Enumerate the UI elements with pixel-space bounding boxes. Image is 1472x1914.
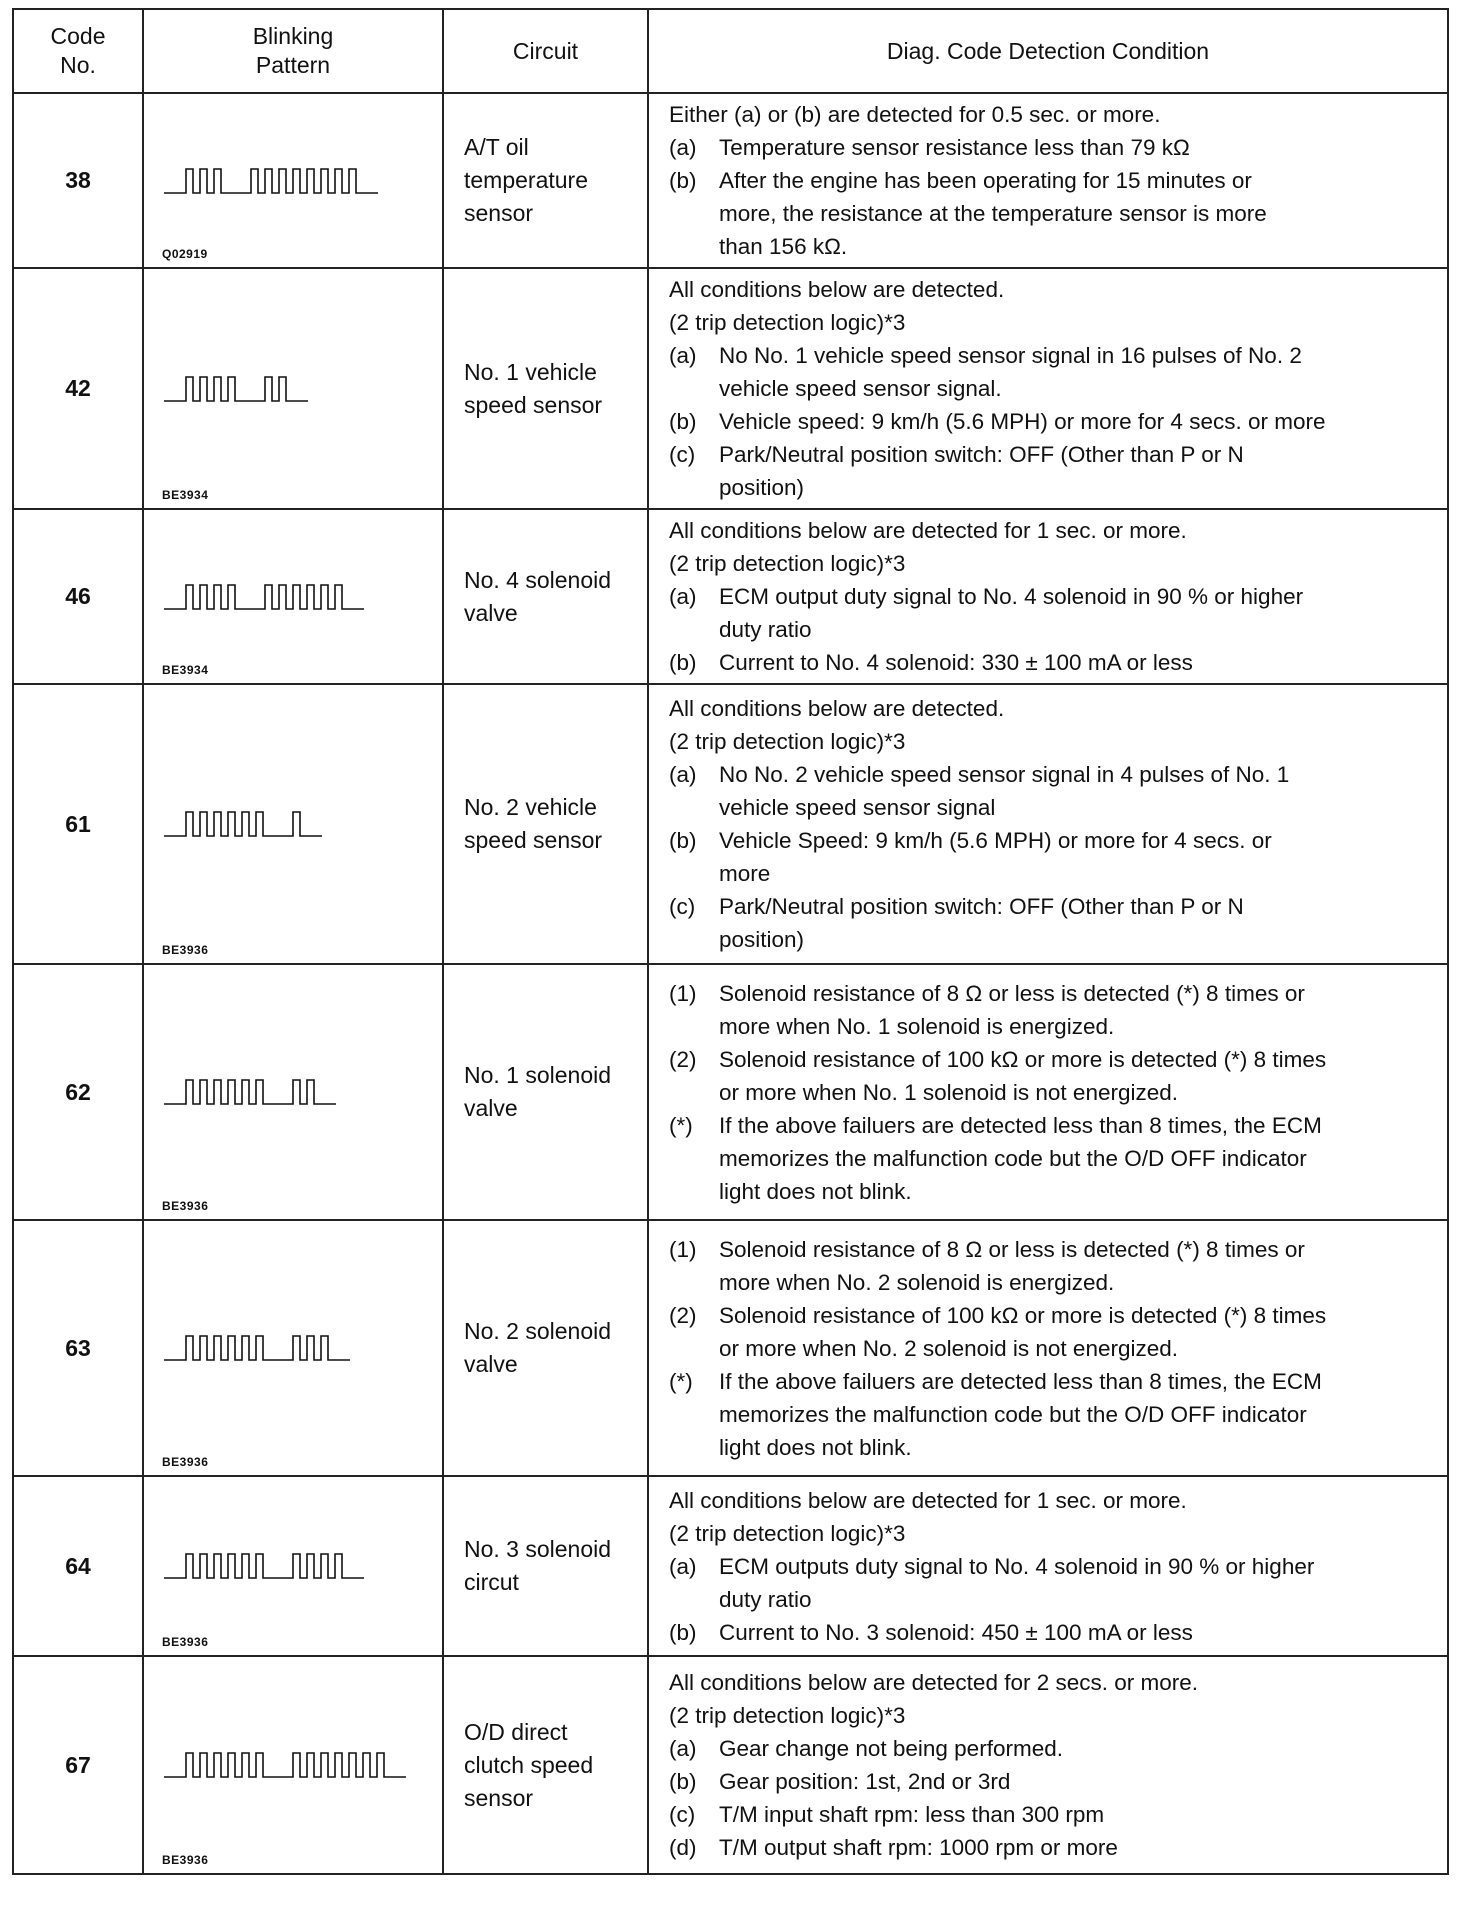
blinking-pattern — [143, 684, 443, 964]
diag-code-sheet — [12, 8, 1447, 1875]
header-blinking-pattern: Blinking Pattern — [143, 9, 443, 93]
condition-item — [669, 339, 1443, 405]
condition-marker: (b) — [669, 1769, 697, 1794]
header-condition: Diag. Code Detection Condition — [648, 9, 1448, 93]
code-number: 62 — [13, 964, 143, 1220]
code-number: 63 — [13, 1220, 143, 1476]
condition-marker: (a) — [669, 1553, 697, 1579]
blink-waveform-icon — [164, 581, 366, 613]
code-number: 67 — [13, 1656, 143, 1874]
condition-marker: (*) — [669, 1368, 693, 1394]
circuit-label: No. 2 vehicle speed sensor — [464, 794, 603, 853]
figure-ref: BE3936 — [162, 1853, 209, 1867]
condition-intro: All conditions below are detected for 1 sec. or more. — [669, 1487, 1187, 1513]
header-circuit: Circuit — [443, 9, 648, 93]
condition-text: If the above failuers are detected less than 8 times, the ECM memorizes the malfunction code but the O/D OFF indicator light does not blink. — [719, 1368, 1322, 1460]
blink-waveform-line — [164, 812, 322, 836]
condition-text: After the engine has been operating for 15 minutes or more, the resistance at the temperature sensor is more than 156 kΩ. — [719, 168, 1267, 259]
condition-item — [669, 1299, 1443, 1365]
condition-item — [669, 1798, 1443, 1831]
condition-text: No No. 2 vehicle speed sensor signal in 4 pulses of No. 1 vehicle speed sensor signal — [719, 762, 1290, 820]
condition-item — [669, 646, 1443, 679]
condition-intro: (2 trip detection logic)*3 — [669, 729, 906, 754]
condition-marker: (c) — [669, 442, 696, 467]
circuit-label: No. 4 solenoid valve — [464, 566, 612, 626]
condition-item — [669, 1831, 1443, 1864]
condition-text: Vehicle speed: 9 km/h (5.6 MPH) or more for 4 secs. or more — [719, 409, 1326, 434]
condition-text: Vehicle Speed: 9 km/h (5.6 MPH) or more for 4 secs. or more — [719, 828, 1272, 886]
detection-condition — [648, 1476, 1448, 1656]
detection-condition — [648, 1220, 1448, 1476]
blink-waveform-line — [164, 377, 308, 401]
condition-text: Current to No. 4 solenoid: 330 ± 100 mA or less — [719, 650, 1193, 675]
blink-waveform-line — [164, 1753, 406, 1777]
condition-marker: (1) — [669, 1236, 697, 1262]
condition-marker: (b) — [669, 828, 697, 853]
figure-ref: BE3936 — [162, 1635, 209, 1649]
blink-waveform-line — [164, 1336, 350, 1360]
circuit-name — [443, 268, 648, 509]
blink-waveform-icon — [164, 373, 310, 405]
condition-intro: All conditions below are detected for 1 sec. or more. — [669, 518, 1187, 543]
header-code-no: Code No. — [13, 9, 143, 93]
blink-waveform-icon — [164, 1076, 338, 1108]
table-row — [13, 684, 1448, 964]
diag-code-table — [12, 8, 1449, 1875]
blinking-pattern — [143, 1220, 443, 1476]
condition-text: Park/Neutral position switch: OFF (Other than P or N position) — [719, 894, 1244, 952]
table-row — [13, 964, 1448, 1220]
condition-marker: (a) — [669, 584, 697, 609]
table-header-row — [13, 9, 1448, 93]
circuit-label: No. 1 solenoid valve — [464, 1062, 612, 1121]
table-row — [13, 1476, 1448, 1656]
condition-item — [669, 580, 1443, 646]
condition-marker: (*) — [669, 1112, 693, 1138]
circuit-label: No. 3 solenoid circut — [464, 1536, 612, 1595]
condition-item — [669, 1765, 1443, 1798]
condition-marker: (d) — [669, 1835, 697, 1860]
condition-marker: (b) — [669, 1619, 697, 1645]
detection-condition — [648, 684, 1448, 964]
code-number: 38 — [13, 93, 143, 268]
condition-text: T/M output shaft rpm: 1000 rpm or more — [719, 1835, 1118, 1860]
condition-marker: (b) — [669, 409, 697, 434]
condition-text: Solenoid resistance of 100 kΩ or more is detected (*) 8 times or more when No. 2 solenoid is not energized. — [719, 1302, 1327, 1361]
condition-text: Solenoid resistance of 100 kΩ or more is detected (*) 8 times or more when No. 1 solenoid is not energized. — [719, 1046, 1327, 1105]
condition-item — [669, 1233, 1443, 1299]
blink-waveform-icon — [164, 1550, 366, 1582]
condition-text: No No. 1 vehicle speed sensor signal in 16 pulses of No. 2 vehicle speed sensor signal. — [719, 343, 1302, 401]
detection-condition — [648, 964, 1448, 1220]
detection-condition — [648, 93, 1448, 268]
condition-intro: (2 trip detection logic)*3 — [669, 1520, 906, 1546]
condition-item — [669, 405, 1443, 438]
condition-item — [669, 890, 1443, 956]
figure-ref: BE3936 — [162, 1199, 209, 1213]
condition-marker: (c) — [669, 1802, 696, 1827]
code-number: 42 — [13, 268, 143, 509]
condition-text: Gear change not being performed. — [719, 1736, 1063, 1761]
table-row — [13, 1656, 1448, 1874]
blinking-pattern — [143, 93, 443, 268]
code-number: 61 — [13, 684, 143, 964]
condition-intro: All conditions below are detected. — [669, 696, 1005, 721]
condition-text: Current to No. 3 solenoid: 450 ± 100 mA or less — [719, 1619, 1193, 1645]
blinking-pattern — [143, 964, 443, 1220]
condition-intro: All conditions below are detected for 2 secs. or more. — [669, 1670, 1199, 1695]
condition-text: Solenoid resistance of 8 Ω or less is detected (*) 8 times or more when No. 1 solenoid is energized. — [719, 980, 1305, 1039]
condition-marker: (1) — [669, 980, 697, 1006]
condition-intro: (2 trip detection logic)*3 — [669, 310, 906, 335]
blinking-pattern — [143, 1656, 443, 1874]
condition-intro: (2 trip detection logic)*3 — [669, 1703, 906, 1728]
condition-text: ECM outputs duty signal to No. 4 solenoid in 90 % or higher duty ratio — [719, 1553, 1315, 1612]
detection-condition — [648, 509, 1448, 684]
condition-item — [669, 1616, 1443, 1649]
condition-marker: (b) — [669, 168, 697, 193]
circuit-name — [443, 964, 648, 1220]
condition-item — [669, 1109, 1443, 1208]
condition-marker: (a) — [669, 343, 697, 368]
detection-condition — [648, 268, 1448, 509]
condition-marker: (a) — [669, 135, 697, 160]
condition-intro: All conditions below are detected. — [669, 277, 1005, 302]
condition-text: Gear position: 1st, 2nd or 3rd — [719, 1769, 1011, 1794]
condition-item — [669, 1732, 1443, 1765]
blinking-pattern — [143, 509, 443, 684]
code-number: 64 — [13, 1476, 143, 1656]
figure-ref: BE3934 — [162, 488, 209, 502]
circuit-label: No. 2 solenoid valve — [464, 1318, 612, 1377]
condition-marker: (2) — [669, 1046, 697, 1072]
circuit-name — [443, 684, 648, 964]
condition-text: T/M input shaft rpm: less than 300 rpm — [719, 1802, 1105, 1827]
condition-item — [669, 977, 1443, 1043]
blinking-pattern — [143, 1476, 443, 1656]
code-number: 46 — [13, 509, 143, 684]
blink-waveform-icon — [164, 1332, 352, 1364]
condition-marker: (c) — [669, 894, 696, 919]
figure-ref: BE3934 — [162, 663, 209, 677]
condition-text: Solenoid resistance of 8 Ω or less is detected (*) 8 times or more when No. 2 solenoid is energized. — [719, 1236, 1305, 1295]
table-row — [13, 1220, 1448, 1476]
blinking-pattern — [143, 268, 443, 509]
circuit-label: O/D direct clutch speed sensor — [464, 1718, 594, 1811]
blink-waveform-line — [164, 1080, 336, 1104]
condition-text: Park/Neutral position switch: OFF (Other than P or N position) — [719, 442, 1244, 500]
table-row — [13, 509, 1448, 684]
blink-waveform-line — [164, 1554, 364, 1578]
condition-marker: (a) — [669, 1736, 697, 1761]
circuit-name — [443, 93, 648, 268]
condition-intro: (2 trip detection logic)*3 — [669, 551, 906, 576]
condition-item — [669, 438, 1443, 504]
circuit-label: No. 1 vehicle speed sensor — [464, 358, 603, 418]
condition-item — [669, 164, 1443, 263]
blink-waveform-icon — [164, 1749, 408, 1781]
condition-item — [669, 131, 1443, 164]
circuit-name — [443, 1476, 648, 1656]
detection-condition — [648, 1656, 1448, 1874]
circuit-name — [443, 1656, 648, 1874]
condition-intro: Either (a) or (b) are detected for 0.5 sec. or more. — [669, 102, 1161, 127]
condition-marker: (b) — [669, 650, 697, 675]
blink-waveform-icon — [164, 808, 324, 840]
circuit-name — [443, 1220, 648, 1476]
condition-marker: (a) — [669, 762, 697, 787]
table-row — [13, 93, 1448, 268]
blink-waveform-line — [164, 169, 378, 193]
condition-text: Temperature sensor resistance less than 79 kΩ — [719, 135, 1190, 160]
condition-item — [669, 1043, 1443, 1109]
figure-ref: Q02919 — [162, 247, 208, 261]
condition-item — [669, 1365, 1443, 1464]
condition-text: ECM output duty signal to No. 4 solenoid in 90 % or higher duty ratio — [719, 584, 1304, 642]
figure-ref: BE3936 — [162, 1455, 209, 1469]
figure-ref: BE3936 — [162, 943, 209, 957]
condition-item — [669, 1550, 1443, 1616]
condition-text: If the above failuers are detected less than 8 times, the ECM memorizes the malfunction code but the O/D OFF indicator light does not blink. — [719, 1112, 1322, 1204]
table-row — [13, 268, 1448, 509]
blink-waveform-line — [164, 585, 364, 609]
condition-item — [669, 824, 1443, 890]
circuit-name — [443, 509, 648, 684]
condition-marker: (2) — [669, 1302, 697, 1328]
blink-waveform-icon — [164, 165, 380, 197]
condition-item — [669, 758, 1443, 824]
circuit-label: A/T oil temperature sensor — [464, 134, 589, 226]
